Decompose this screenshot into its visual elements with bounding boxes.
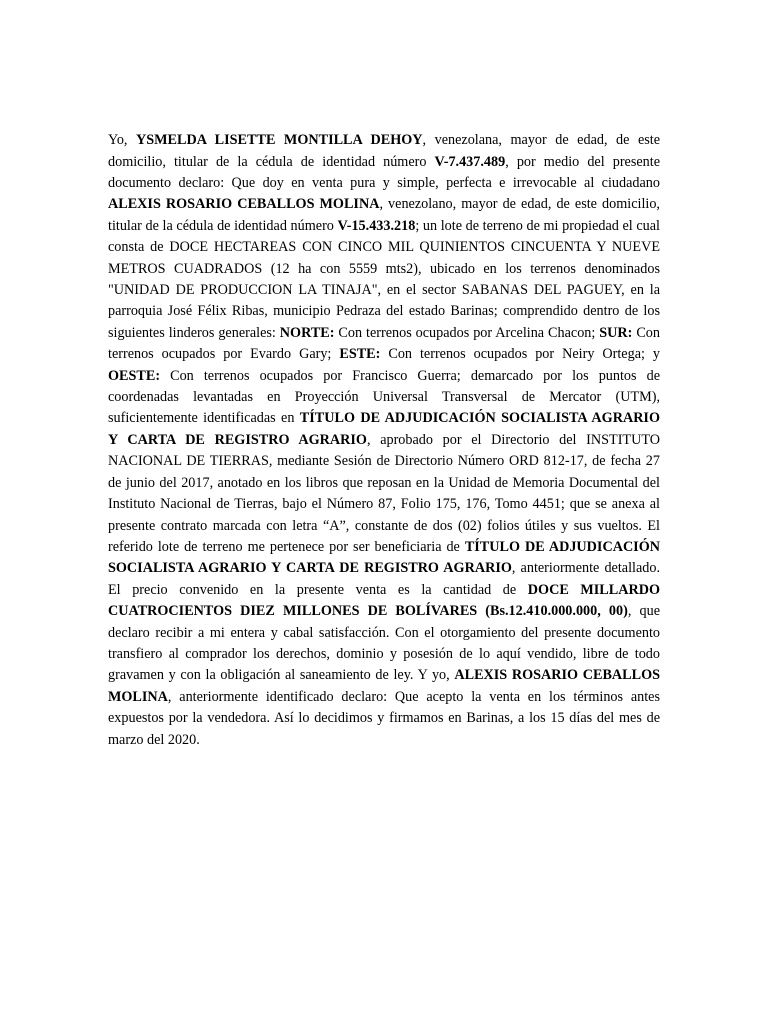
text-segment: Con terrenos ocupados por Evardo Gary; xyxy=(108,324,660,363)
bold-text-segment: SUR: xyxy=(599,324,633,341)
document-paragraph xyxy=(108,130,660,751)
text-segment: , venezolana, mayor de edad, de este domicilio, titular de la cédula de identidad número xyxy=(108,132,661,170)
text-segment: , anteriormente identificado declaro: Que acepto la venta en los términos antes expuestos por la vendedora. Así lo decidimos y firmamos en Barinas, a los 15 días del mes de marzo del 2020. xyxy=(108,688,660,748)
text-segment: Con terrenos ocupados por Arcelina Chacon; xyxy=(334,324,600,341)
bold-text-segment: YSMELDA LISETTE MONTILLA DEHOY xyxy=(136,132,423,149)
bold-text-segment: NORTE: xyxy=(279,324,335,341)
text-segment: , por medio del presente documento declaro: Que doy en venta pura y simple, perfecta e irrevocable al ciudadano xyxy=(108,153,660,191)
bold-text-segment: TÍTULO DE ADJUDICACIÓN SOCIALISTA AGRARIO Y CARTA DE REGISTRO AGRARIO xyxy=(108,410,660,448)
text-segment: Con terrenos ocupados por Neiry Ortega; y xyxy=(380,346,660,363)
bold-text-segment: DOCE MILLARDO CUATROCIENTOS DIEZ MILLONES DE BOLÍVARES (Bs.12.410.000.000, 00) xyxy=(108,581,660,620)
text-segment: , venezolano, mayor de edad, de este domicilio, titular de la cédula de identidad número xyxy=(108,196,660,234)
bold-text-segment: ESTE: xyxy=(339,346,381,363)
text-segment: Con terrenos ocupados por Francisco Guerra; demarcado por los puntos de coordenadas levantadas en Proyección Universal Transversal de Mercator (UTM), suficientemente identificadas en xyxy=(108,367,660,427)
text-segment: , que declaro recibir a mi entera y cabal satisfacción. Con el otorgamiento del presente documento transfiero al comprador los derechos, dominio y posesión de lo aquí vendido, libre de todo gravamen y con la obligación al saneamiento de ley. Y yo, xyxy=(108,603,660,684)
text-segment: , aprobado por el Directorio del INSTITUTO NACIONAL DE TIERRAS, mediante Sesión de Directorio Número ORD 812-17, de fecha 27 de junio del 2017, anotado en los libros que reposan en la Unidad de Memoria Documental del Instituto Nacional de Tierras, bajo el Número 87, Folio 175, 176, Tomo 4451; que se anexa al presente contrato marcada con letra “A”, constante de dos (02) folios útiles y sus vueltos. El referido lote de terreno me pertenece por ser beneficiaria de xyxy=(108,431,660,555)
bold-text-segment: V-15.433.218 xyxy=(337,217,416,234)
bold-text-segment: ALEXIS ROSARIO CEBALLOS MOLINA xyxy=(108,196,380,213)
text-segment: Yo, xyxy=(108,132,136,149)
bold-text-segment: ALEXIS ROSARIO CEBALLOS MOLINA xyxy=(108,667,661,705)
text-segment: , anteriormente detallado. El precio convenido en la presente venta es la cantidad de xyxy=(108,560,660,598)
text-segment: ; un lote de terreno de mi propiedad el cual consta de DOCE HECTAREAS CON CINCO MIL QUINIENTOS CINCUENTA Y NUEVE METROS CUADRADOS (12 ha con 5559 mts2), ubicado en los terrenos denominados "UNIDAD DE PRODUCCION LA TINAJA", en el sector SABANAS DEL PAGUEY, en la parroquia José Félix Ribas, municipio Pedraza del estado Barinas; comprendido dentro de los siguientes linderos generales: xyxy=(108,217,661,341)
bold-text-segment: OESTE: xyxy=(108,367,161,384)
bold-text-segment: V-7.437.489 xyxy=(434,153,506,170)
bold-text-segment: TÍTULO DE ADJUDICACIÓN SOCIALISTA AGRARIO Y CARTA DE REGISTRO AGRARIO xyxy=(108,538,660,577)
